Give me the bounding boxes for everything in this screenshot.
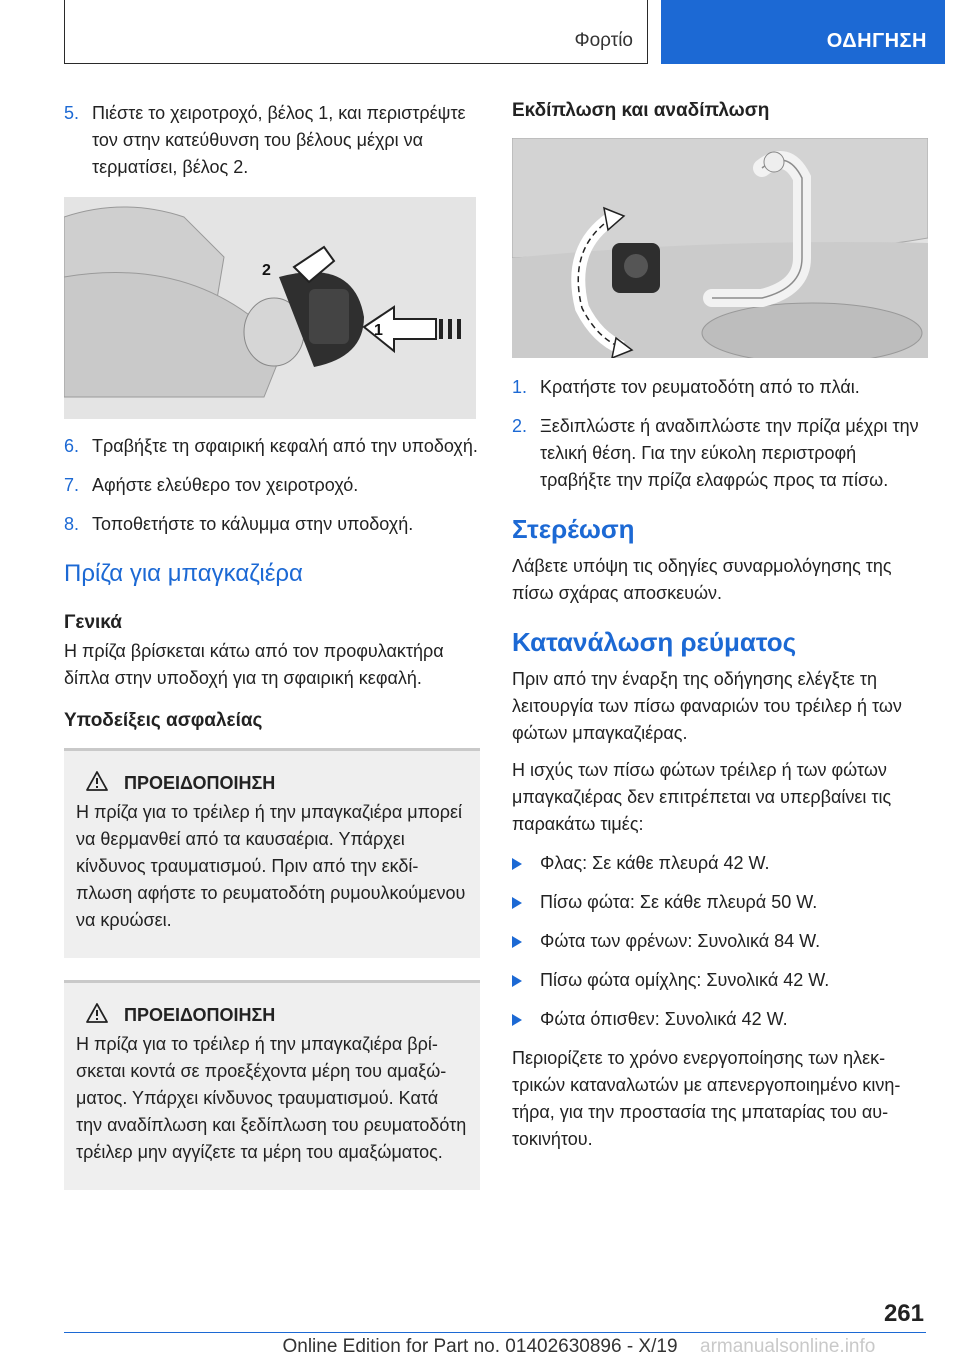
socket-fold-illustration — [512, 138, 928, 358]
step-text: Πιέστε το χειροτροχό, βέλος 1, και περιστρέψτε τον στην κατεύθυνση του βέλους μέχρι να τερματίσει, βέλος 2. — [92, 103, 466, 177]
footer-rule — [64, 1332, 926, 1333]
general-text: Η πρίζα βρίσκεται κάτω από τον προφυλακτήρα δίπλα στην υποδοχή για τη σφαιρική κεφαλή. — [64, 641, 444, 688]
step-text: Κρατήστε τον ρευματοδότη από το πλάι. — [540, 377, 860, 397]
limit-item — [512, 850, 928, 877]
step-number: 1. — [512, 377, 528, 397]
limit-text: Πίσω φώτα: Σε κάθε πλευρά 50 W. — [540, 892, 818, 912]
arrow-2-label: 2 — [262, 262, 271, 279]
arrow-1-label: 1 — [374, 322, 383, 339]
step-text: Τραβήξτε τη σφαιρική κεφαλή από την υποδοχή. — [92, 436, 478, 456]
warning-title — [76, 771, 468, 795]
bullet-triangle-icon — [512, 897, 522, 909]
tow-hitch-illustration — [64, 197, 476, 419]
header-chapter-label: ΟΔΗΓΗΣΗ — [826, 30, 927, 52]
step-item — [64, 472, 480, 499]
general-heading: Γενικά — [64, 612, 122, 633]
warning-box — [64, 983, 480, 1190]
limit-item — [512, 928, 928, 955]
limit-text: Φώτα όπισθεν: Συνολικά 42 W. — [540, 1009, 788, 1029]
power-heading: Κατανάλωση ρεύματος — [512, 627, 797, 657]
watermark-text: armanualsonline.info — [700, 1336, 876, 1357]
power-text-2: Η ισχύς των πίσω φώτων τρέιλερ ή των φώτων μπαγκαζιέρας δεν επιτρέπεται να υπερβαίνει τις παρακάτω τιμές: — [512, 760, 892, 834]
step-text: Ξεδιπλώστε ή αναδιπλώστε την πρίζα μέχρι την τελική θέση. Για την εύκολη περιστροφή τραβήξτε την πρίζα ελαφρώς προς τα πίσω. — [540, 416, 919, 490]
step-item — [512, 374, 928, 401]
closing-text: Περιορίζετε το χρόνο ενεργοποίησης των ηλεκτρικών καταναλωτών με απενεργοποιημένο κινητήρα, για την προστασία της μπαταρίας του αυτοκινήτου. — [512, 1048, 901, 1149]
figure-crank-socket — [64, 197, 476, 419]
warning-box — [64, 751, 480, 958]
limit-item — [512, 889, 928, 916]
warning-triangle-icon — [86, 771, 108, 791]
warning-title-text: ΠΡΟΕΙΔΟΠΟΙΗΣΗ — [124, 773, 276, 793]
step-text: Τοποθετήστε το κάλυμμα στην υποδοχή. — [92, 514, 414, 534]
safety-heading: Υποδείξεις ασφαλείας — [64, 710, 263, 731]
figure-fold-socket — [512, 138, 928, 358]
bullet-triangle-icon — [512, 1014, 522, 1026]
header-section-label: Φορτίο — [574, 30, 633, 51]
left-column — [64, 100, 480, 1190]
fold-heading: Εκδίπλωση και αναδίπλωση — [512, 100, 770, 121]
step-item — [512, 413, 928, 494]
socket-heading: Πρίζα για μπαγκαζιέρα — [64, 560, 303, 587]
warning-triangle-icon — [86, 1003, 108, 1023]
warning-title — [76, 1003, 468, 1027]
page-number: 261 — [883, 1300, 924, 1327]
bullet-triangle-icon — [512, 936, 522, 948]
fix-heading: Στερέωση — [512, 514, 635, 544]
fix-text: Λάβετε υπόψη τις οδηγίες συναρμολόγησης της πίσω σχάρας αποσκευών. — [512, 556, 892, 603]
step-item — [64, 511, 480, 538]
warning-text: Η πρίζα για το τρέιλερ ή την μπαγκαζιέρα μπορεί να θερμανθεί από τα καυσαέρια. Υπάρχει κίνδυνος τραυματισμού. Πριν από την εκδίπλωση αφήστε το ρευματοδότη ρυμουλκούμενου να κρυώσει. — [76, 802, 466, 930]
limit-item — [512, 1006, 928, 1033]
bullet-triangle-icon — [512, 858, 522, 870]
right-column — [512, 100, 928, 1153]
step-number: 5. — [64, 103, 80, 123]
limit-item — [512, 967, 928, 994]
step-number: 6. — [64, 436, 80, 456]
limit-text: Φώτα των φρένων: Συνολικά 84 W. — [540, 931, 821, 951]
header-section-tab — [64, 0, 648, 64]
bullet-triangle-icon — [512, 975, 522, 987]
warning-title-text: ΠΡΟΕΙΔΟΠΟΙΗΣΗ — [124, 1005, 276, 1025]
step-number: 8. — [64, 514, 80, 534]
step-number: 2. — [512, 416, 528, 436]
warning-text: Η πρίζα για το τρέιλερ ή την μπαγκαζιέρα βρίσκεται κοντά σε προεξέχοντα μέρη του αμαξώματος. Υπάρχει κίνδυνος τραυματισμού. Κατά την αναδίπλωση και ξεδίπλωση του ρευματοδότη τρέιλερ μην αγγίζετε τα μέρη του αμαξώματος. — [76, 1034, 467, 1162]
header-chapter-tab — [661, 0, 945, 64]
limit-text: Φλας: Σε κάθε πλευρά 42 W. — [540, 853, 770, 873]
limit-text: Πίσω φώτα ομίχλης: Συνολικά 42 W. — [540, 970, 830, 990]
step-item — [64, 433, 480, 460]
power-text-1: Πριν από την έναρξη της οδήγησης ελέγξτε τη λειτουργία των πίσω φαναριών του τρέιλερ ή των φώτων μπαγκαζιέρας. — [512, 669, 902, 743]
step-number: 7. — [64, 475, 80, 495]
step-text: Αφήστε ελεύθερο τον χειροτροχό. — [92, 475, 359, 495]
step-item — [64, 100, 480, 181]
edition-text: Online Edition for Part no. 01402630896 - X/19 — [282, 1336, 678, 1357]
